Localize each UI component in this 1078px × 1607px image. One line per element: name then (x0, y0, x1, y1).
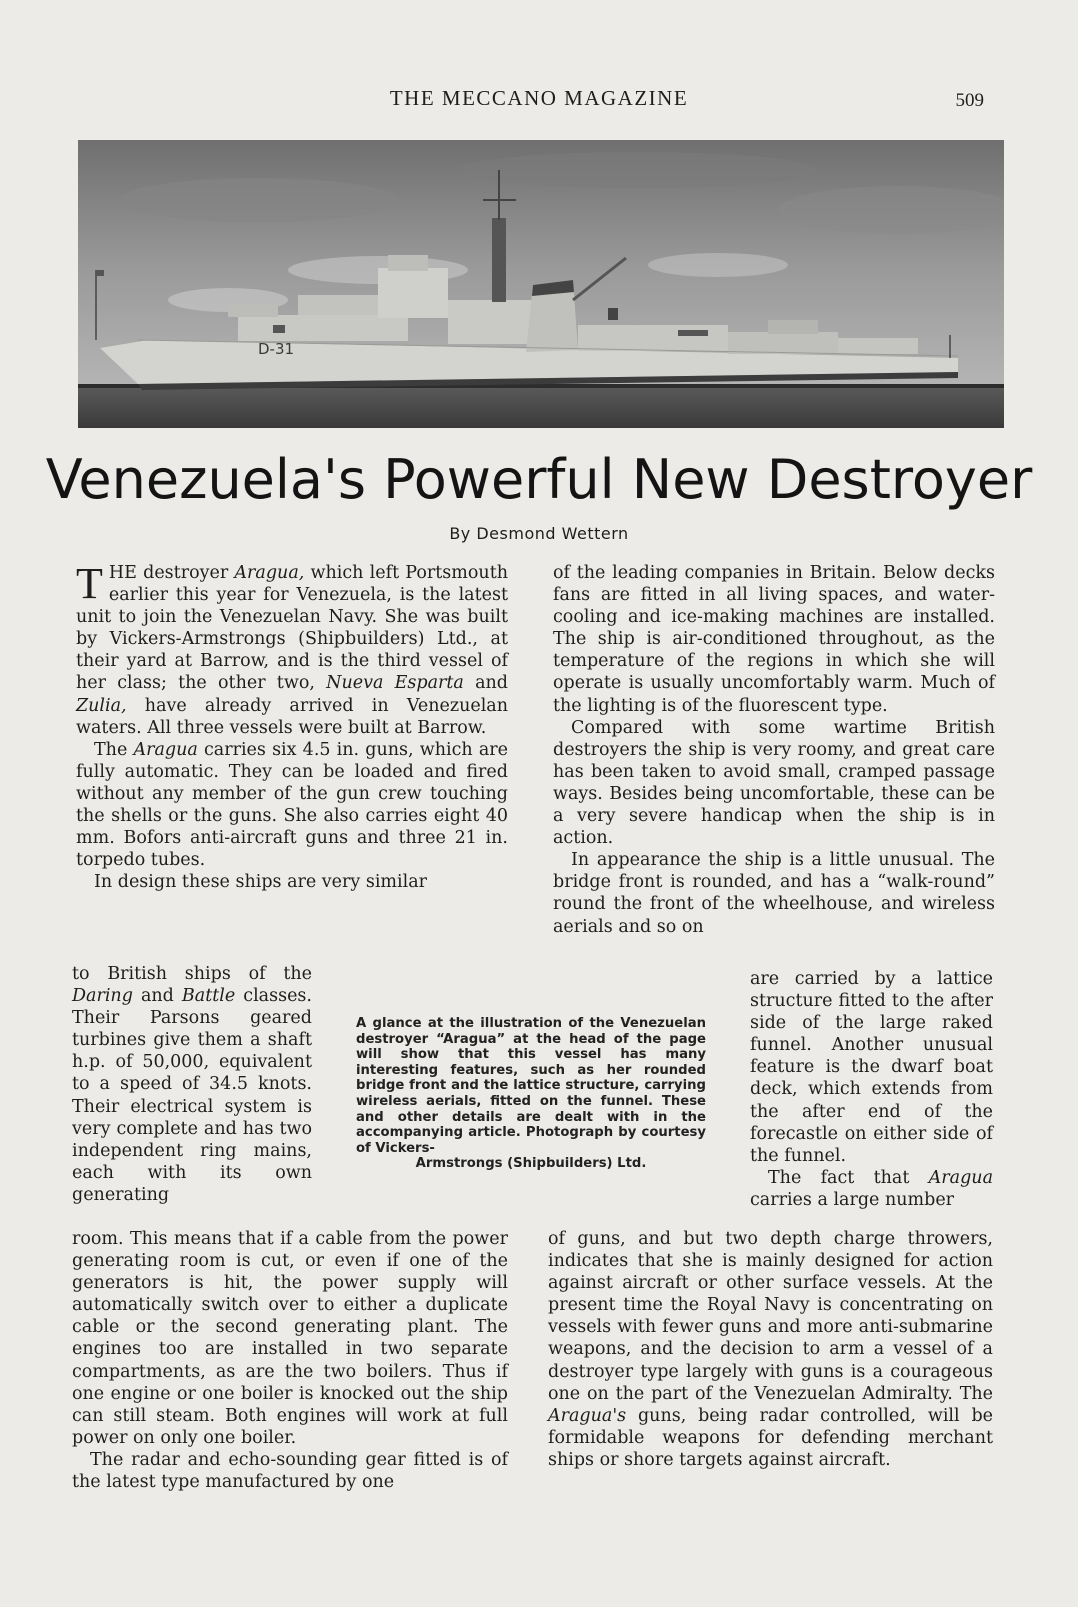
destroyer-photograph (78, 140, 1004, 428)
photo-caption: A glance at the illustration of the Venezuelan destroyer “Aragua” at the head of the page will show that this vessel has many interesting features, such as her rounded bridge front and the lattice structure, carrying wireless aerials, fitted on the funnel. These and other details are dealt with in the accompanying article. Photograph by courtesy of Vickers- Armstrongs (Shipbuilders) Ltd. (356, 1016, 706, 1172)
paragraph: In design these ships are very similar (94, 872, 428, 893)
paragraph: THE destroyer Aragua, which left Portsmouth earlier this year for Venezuela, is the latest unit to join the Venezuelan Navy. She was built by Vickers-Armstrongs (Shipbuilders) Ltd., at their yard at Barrow, and is the third vessel of her class; the other two, Nueva Esparta and Zulia, have already arrived in Venezuelan waters. All three vessels were built at Barrow. (76, 559, 509, 738)
paragraph: to British ships of the Daring and Battle classes. Their Parsons geared turbines give them a shaft h.p. of 50,000, equivalent to a speed of 34.5 knots. Their electrical system is very complete and has two independent ring mains, each with its own generating (72, 964, 312, 1205)
page-header (0, 86, 1078, 116)
paragraph: The fact that Aragua carries a large number (750, 1167, 993, 1210)
article-byline: By Desmond Wettern (449, 524, 629, 543)
paragraph: Compared with some wartime British destroyers the ship is very roomy, and great care has been taken to avoid small, cramped passage ways. Besides being uncomfortable, these can be a very severe handicap when the ship is in action. (553, 717, 995, 849)
left-column-upper (76, 559, 509, 893)
paragraph: The Aragua carries six 4.5 in. guns, which are fully automatic. They can be loaded and fired without any member of the gun crew touching the shells or the guns. She also carries eight 40 mm. Bofors anti-aircraft guns and three 21 in. torpedo tubes. (76, 739, 508, 871)
right-column-upper (553, 562, 995, 938)
drop-cap: T (76, 559, 103, 608)
paragraph: of guns, and but two depth charge throwers, indicates that she is mainly designed for action against aircraft or other surface vessels. At the present time the Royal Navy is concentrating on vessels with fewer guns and more anti-submarine weapons, and the decision to arm a vessel of a destroyer type largely with guns is a courageous one on the part of the Venezuelan Admiralty. The Aragua's guns, being radar controlled, will be formidable weapons for defending merchant ships or shore targets against aircraft. (548, 1229, 993, 1470)
page-number: 509 (955, 90, 984, 111)
right-column-narrow (750, 968, 993, 1211)
paragraph: of the leading companies in Britain. Below decks fans are fitted in all living spaces, and water-cooling and ice-making machines are installed. The ship is air-conditioned throughout, as the temperature of the regions in which she will operate is usually uncomfortably warm. Much of the lighting is of the fluorescent type. (553, 563, 995, 716)
left-column-narrow (72, 963, 312, 1206)
paragraph: are carried by a lattice structure fitted to the after side of the large raked funnel. Another unusual feature is the dwarf boat deck, which extends from the after end of the forecastle on either side of the funnel. (750, 969, 993, 1166)
right-column-lower (548, 1228, 993, 1471)
hull-number-text: D-31 (258, 340, 295, 358)
left-column-lower (72, 1228, 508, 1493)
article-title: Venezuela's Powerful New Destroyer (45, 448, 1033, 511)
paragraph: The radar and echo-sounding gear fitted is of the latest type manufactured by one (72, 1449, 508, 1493)
paragraph: In appearance the ship is a little unusual. The bridge front is rounded, and has a “walk-round” round the front of the wheelhouse, and wireless aerials and so on (553, 850, 995, 937)
magazine-title: THE MECCANO MAGAZINE (389, 86, 689, 110)
paragraph: room. This means that if a cable from the power generating room is cut, or even if one of the generators is hit, the power supply will automatically switch over to either a duplicate cable or the second generating plant. The engines too are installed in two separate compartments, as are the two boilers. Thus if one engine or one boiler is knocked out the ship can still steam. Both engines will work at full power on only one boiler. (72, 1229, 508, 1448)
